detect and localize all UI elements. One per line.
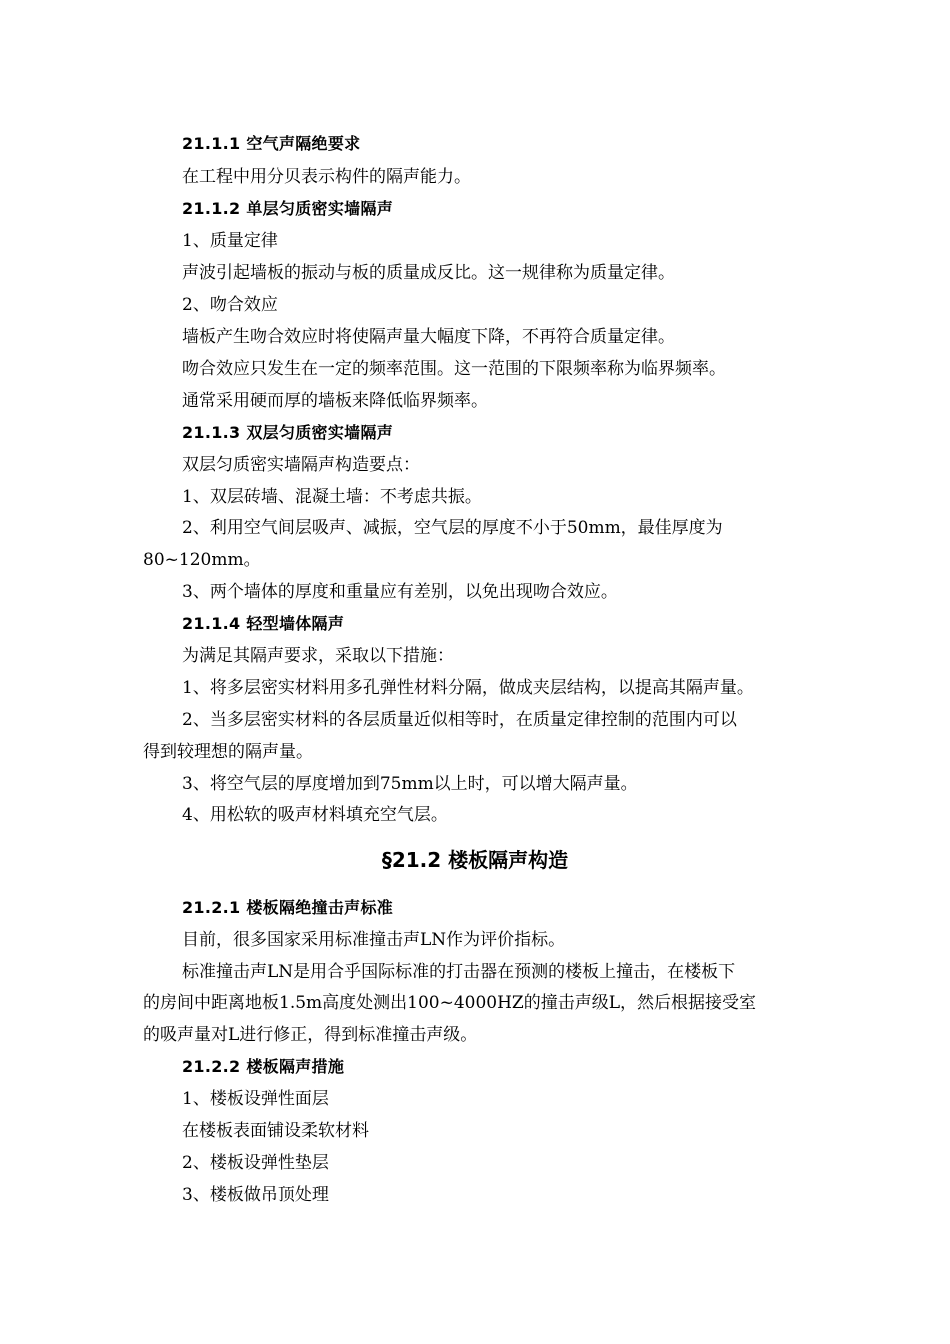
section-title-21-2: §21.2 楼板隔声构造 <box>381 848 569 872</box>
paragraph: 标准撞击声LN是用合乎国际标准的打击器在预测的楼板上撞击，在楼板下 <box>182 962 736 982</box>
paragraph: 3、两个墙体的厚度和重量应有差别，以免出现吻合效应。 <box>182 582 618 602</box>
paragraph: 2、当多层密实材料的各层质量近似相等时，在质量定律控制的范围内可以 <box>182 710 737 730</box>
paragraph: 1、双层砖墙、混凝土墙：不考虑共振。 <box>182 487 482 507</box>
paragraph: 1、楼板设弹性面层 <box>182 1089 329 1109</box>
paragraph: 得到较理想的隔声量。 <box>143 742 313 762</box>
heading-21-1-3: 21.1.3 双层匀质密实墙隔声 <box>182 423 394 442</box>
paragraph: 目前，很多国家采用标准撞击声LN作为评价指标。 <box>182 930 566 950</box>
paragraph: 声波引起墙板的振动与板的质量成反比。这一规律称为质量定律。 <box>182 263 675 283</box>
heading-21-2-1: 21.2.1 楼板隔绝撞击声标准 <box>182 898 394 917</box>
paragraph: 通常采用硬而厚的墙板来降低临界频率。 <box>182 391 488 411</box>
paragraph: 4、用松软的吸声材料填充空气层。 <box>182 805 448 825</box>
paragraph: 墙板产生吻合效应时将使隔声量大幅度下降，不再符合质量定律。 <box>182 327 675 347</box>
paragraph: 2、楼板设弹性垫层 <box>182 1153 329 1173</box>
paragraph: 3、将空气层的厚度增加到75mm以上时，可以增大隔声量。 <box>182 774 638 794</box>
paragraph: 的房间中距离地板1.5m高度处测出100~4000HZ的撞击声级L，然后根据接受室 <box>143 993 757 1013</box>
paragraph: 双层匀质密实墙隔声构造要点： <box>182 455 420 475</box>
paragraph: 2、吻合效应 <box>182 295 278 315</box>
paragraph: 1、质量定律 <box>182 231 278 251</box>
paragraph: 吻合效应只发生在一定的频率范围。这一范围的下限频率称为临界频率。 <box>182 359 726 379</box>
paragraph: 3、楼板做吊顶处理 <box>182 1185 329 1205</box>
paragraph: 80~120mm。 <box>143 550 261 570</box>
paragraph: 2、利用空气间层吸声、减振，空气层的厚度不小于50mm，最佳厚度为 <box>182 518 723 538</box>
paragraph: 在楼板表面铺设柔软材料 <box>182 1121 369 1141</box>
heading-21-1-4: 21.1.4 轻型墙体隔声 <box>182 614 345 633</box>
heading-21-2-2: 21.2.2 楼板隔声措施 <box>182 1057 345 1076</box>
heading-21-1-2: 21.1.2 单层匀质密实墙隔声 <box>182 199 394 218</box>
paragraph: 的吸声量对L进行修正，得到标准撞击声级。 <box>143 1025 478 1045</box>
paragraph: 在工程中用分贝表示构件的隔声能力。 <box>182 167 471 187</box>
paragraph: 1、将多层密实材料用多孔弹性材料分隔，做成夹层结构，以提高其隔声量。 <box>182 678 754 698</box>
heading-21-1-1: 21.1.1 空气声隔绝要求 <box>182 134 361 153</box>
paragraph: 为满足其隔声要求，采取以下措施： <box>182 646 454 666</box>
